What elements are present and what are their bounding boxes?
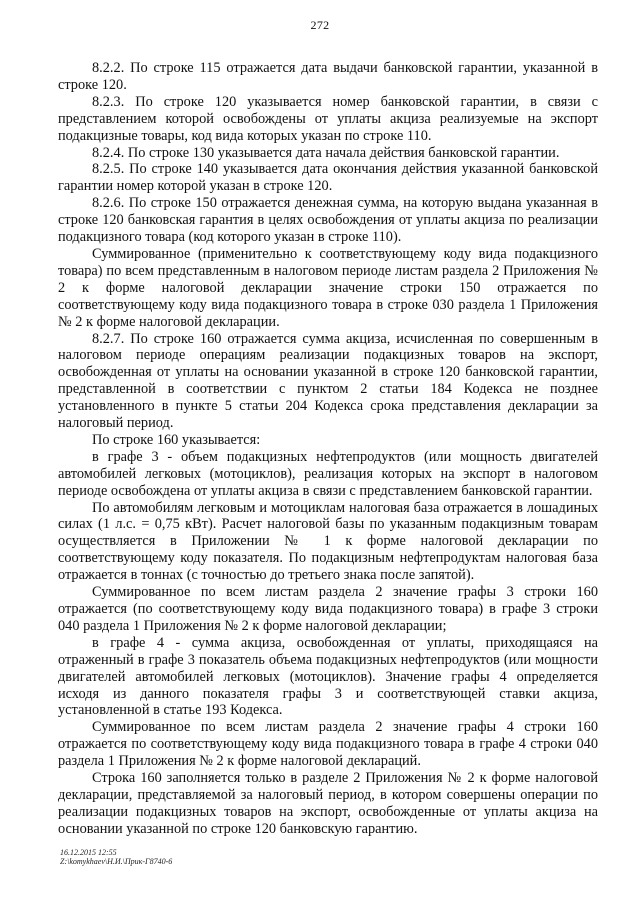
paragraph-column-3-summary: Суммированное по всем листам раздела 2 значение графы 3 строки 160 отражается (по соответствующему коду вида подакцизного товара) в графе 3 строки 040 раздела 1 Приложения № 2 к форме налоговой декларации; bbox=[58, 584, 598, 634]
paragraph-8-2-3: 8.2.3. По строке 120 указывается номер банковской гарантии, в связи с представлением которой освобождены от уплаты акциза реализуемые на экспорт подакцизные товары, код вида которых указан по строке 110. bbox=[58, 93, 598, 144]
paragraph-tax-base: По автомобилям легковым и мотоциклам налоговая база отражается в лошадиных силах (1 л.с. = 0,75 кВт). Расчет налоговой базы по указанным подакцизным товарам осуществляется в Приложении № 1 к форме налоговой декларации по соответствующему коду показателя. По подакцизным нефтепродуктам налоговая база отражается в тоннах (с точностью до третьего знака после запятой). bbox=[58, 499, 598, 584]
footer-timestamp: 16.12.2015 12:55 bbox=[60, 848, 117, 857]
paragraph-8-2-2: 8.2.2. По строке 115 отражается дата выдачи банковской гарантии, указанной в строке 120. bbox=[58, 60, 598, 93]
paragraph-column-4-summary: Суммированное по всем листам раздела 2 значение графы 4 строки 160 отражается по соответствующему коду вида подакцизного товара в графе 4 строки 040 раздела 1 Приложения № 2 к форме налоговой деклараций. bbox=[58, 719, 598, 770]
footer-file-path: Z:\komykhaev\Н.И.\Прик-Г8740-6 bbox=[60, 857, 173, 866]
page-number: 272 bbox=[310, 18, 330, 32]
paragraph-8-2-5: 8.2.5. По строке 140 указывается дата окончания действия указанной банковской гарантии номер которой указан в строке 120. bbox=[58, 161, 598, 195]
document-body bbox=[58, 60, 598, 838]
paragraph-line-160-intro: По строке 160 указывается: bbox=[92, 431, 261, 448]
paragraph-column-4: в графе 4 - сумма акциза, освобожденная от уплаты, приходящаяся на отраженный в графе 3 показатель объема подакцизных нефтепродуктов (или мощности двигателей автомобилей легковых (мотоциклов). Значение графы 4 определяется исходя из данного показателя графы 3 и соответствующей ставки акциза, установленной в статье 193 Кодекса. bbox=[58, 634, 598, 719]
paragraph-8-2-7: 8.2.7. По строке 160 отражается сумма акциза, исчисленная по совершенным в налоговом периоде операциям реализации подакцизных товаров на экспорт, освобожденная от уплаты на основании указанной в строке 120 банковской гарантии, представленной в соответствии с пунктом 2 статьи 184 Кодекса не позднее установленного в пункте 5 статьи 204 Кодекса срока представления декларации за налоговый период. bbox=[58, 330, 598, 432]
document-footer bbox=[60, 848, 172, 866]
paragraph-line-160-fill: Строка 160 заполняется только в разделе 2 Приложения № 2 к форме налоговой декларации, представляемой за налоговый период, в котором совершены операции по реализации подакцизных товаров на экспорт, освобожденные от уплаты акциза на основании указанной по строке 120 банковскую гарантию. bbox=[58, 770, 598, 837]
paragraph-line-150-summary: Суммированное (применительно к соответствующему коду вида подакцизного товара) по всем представленным в налоговом периоде листам раздела 2 Приложения № 2 к форме налоговой декларации значение строки 150 отражается по соответствующему коду вида подакцизного товара в строке 030 раздела 1 Приложения № 2 к форме налоговой декларации. bbox=[58, 245, 598, 330]
paragraph-8-2-6: 8.2.6. По строке 150 отражается денежная сумма, на которую выдана указанная в строке 120 банковская гарантия в целях освобождения от уплаты акциза по реализации подакцизного товара (код которого указан в строке 110). bbox=[58, 195, 598, 246]
paragraph-8-2-4: 8.2.4. По строке 130 указывается дата начала действия банковской гарантии. bbox=[92, 144, 560, 161]
paragraph-column-3: в графе 3 - объем подакцизных нефтепродуктов (или мощность двигателей автомобилей легковых (мотоциклов), реализация которых на экспорт в налоговом периоде освобождена от уплаты акциза в связи с представлением банковской гарантии. bbox=[58, 448, 598, 499]
